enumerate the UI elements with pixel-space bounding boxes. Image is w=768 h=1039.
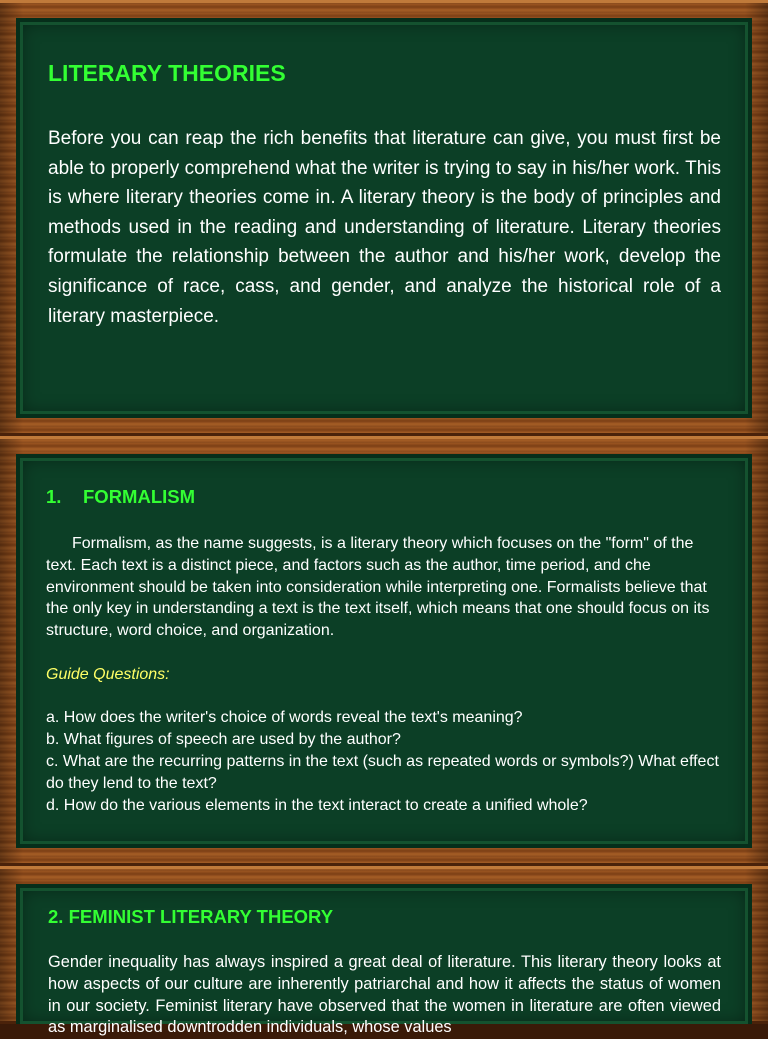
guide-question-d: d. How do the various elements in the text interact to create a unified whole? [46,796,588,814]
chalkboard-panel-1 [16,18,752,418]
guide-questions-label: Guide Questions: [46,665,170,683]
chalkboard-frame-3 [0,866,768,1037]
formalism-heading [46,486,195,508]
formalism-body [46,533,722,816]
formalism-number: 1. [46,486,62,507]
chalkboard-panel-2 [16,454,752,848]
formalism-paragraph: Formalism, as the name suggests, is a literary theory which focuses on the "form" of the text. Each text is a distinct piece, and factors such as the author, time period, and che environment should be taken into consideration while interpreting one. Formalists believe that the only key in understanding a text is the text itself, which means that one should focus on its structure, word choice, and organization. [46,535,710,640]
feminist-paragraph: Gender inequality has always inspired a great deal of literature. This literary theory looks at how aspects of our culture are inherently patriarchal and how it affects the status of women in our society. Feminist literary have observed that the women in literature are often viewed as marginalised downtrodden individuals, whose values [48,953,721,1037]
formalism-title: FORMALISM [83,486,196,507]
intro-paragraph: Before you can reap the rich benefits that literature can give, you must first be able to properly comprehend what the writer is trying to say in his/her work. This is where literary theories come in. A literary theory is the body of principles and methods used in the reading and understanding of literature. Literary theories formulate the relationship between the author and his/her work, develop the significance of race, cass, and gender, and analyze the historical role of a literary masterpiece. [48,128,721,327]
guide-question-b: b. What figures of speech are used by the author? [46,731,401,749]
guide-question-a: a. How does the writer's choice of words reveal the text's meaning? [46,709,523,727]
feminist-heading: 2. FEMINIST LITERARY THEORY [48,906,334,927]
page-title: LITERARY THEORIES [48,60,286,86]
guide-question-c: c. What are the recurring patterns in the text (such as repeated words or symbols?) What effect do they lend to the text? [46,752,719,792]
chalkboard-panel-3 [16,884,752,1037]
chalkboard-frame-1 [0,0,768,436]
chalkboard-frame-2 [0,436,768,866]
